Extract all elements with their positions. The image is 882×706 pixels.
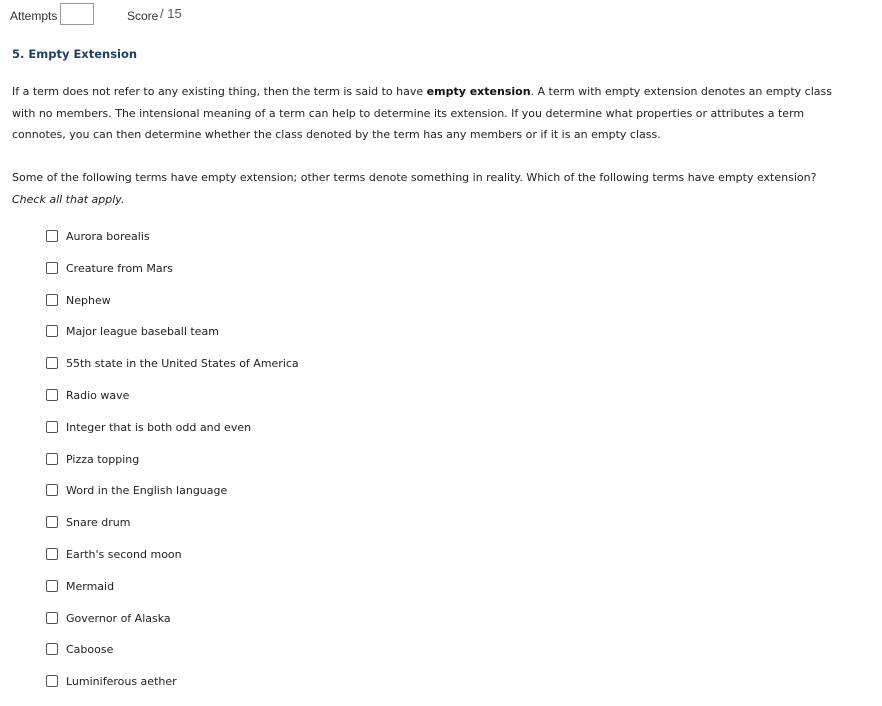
- answer-option[interactable]: [46, 579, 299, 611]
- answer-option[interactable]: [46, 547, 299, 579]
- checkbox[interactable]: [46, 262, 58, 274]
- question-title: 5. Empty Extension: [12, 47, 138, 61]
- answer-options-list: [46, 229, 299, 706]
- intro-text-part1: If a term does not refer to any existing thing, then the term is said to have: [12, 85, 427, 98]
- header-bar: [0, 0, 882, 30]
- prompt-instruction: Check all that apply.: [12, 192, 125, 206]
- option-label[interactable]: Pizza topping: [66, 452, 140, 466]
- answer-option[interactable]: [46, 642, 299, 674]
- answer-option[interactable]: [46, 356, 299, 388]
- option-label[interactable]: Earth's second moon: [66, 547, 182, 561]
- checkbox[interactable]: [46, 453, 58, 465]
- prompt-text: Some of the following terms have empty extension; other terms denote something in reality. Which of the following terms have empty extension?: [12, 171, 817, 184]
- answer-option[interactable]: [46, 515, 299, 547]
- answer-option[interactable]: [46, 261, 299, 293]
- checkbox[interactable]: [46, 484, 58, 496]
- answer-option[interactable]: [46, 611, 299, 643]
- checkbox[interactable]: [46, 230, 58, 242]
- question-prompt: [12, 167, 842, 210]
- option-label[interactable]: Integer that is both odd and even: [66, 420, 252, 434]
- checkbox[interactable]: [46, 643, 58, 655]
- option-label[interactable]: Luminiferous aether: [66, 675, 177, 689]
- intro-bold-term: empty extension: [426, 85, 531, 98]
- option-label[interactable]: Creature from Mars: [66, 261, 173, 275]
- checkbox[interactable]: [46, 421, 58, 433]
- checkbox[interactable]: [46, 516, 58, 528]
- option-label[interactable]: Aurora borealis: [66, 230, 150, 243]
- answer-option[interactable]: [46, 674, 299, 706]
- score-total: / 15: [160, 6, 182, 21]
- checkbox[interactable]: [46, 580, 58, 592]
- question-intro: [12, 81, 842, 146]
- checkbox[interactable]: [46, 675, 58, 687]
- checkbox[interactable]: [46, 612, 58, 624]
- option-label[interactable]: Snare drum: [66, 516, 131, 530]
- intro-text-part2: . A term with empty extension denotes an empty class with no members. The intensional meaning of a term can help to determine its extension. If you determine what properties or attributes a term connotes, you can then determine whether the class denoted by the term has any members or if it is an empty class.: [12, 85, 832, 141]
- answer-option[interactable]: [46, 452, 299, 484]
- answer-option[interactable]: [46, 293, 299, 325]
- checkbox[interactable]: [46, 294, 58, 306]
- answer-option[interactable]: [46, 324, 299, 356]
- option-label[interactable]: Word in the English language: [66, 484, 228, 498]
- option-label[interactable]: Mermaid: [66, 579, 115, 593]
- checkbox[interactable]: [46, 389, 58, 401]
- checkbox[interactable]: [46, 357, 58, 369]
- attempts-label: Attempts: [10, 9, 58, 23]
- checkbox[interactable]: [46, 548, 58, 560]
- option-label[interactable]: Caboose: [66, 643, 114, 657]
- answer-option[interactable]: [46, 483, 299, 515]
- option-label[interactable]: Nephew: [66, 293, 111, 307]
- score-label: Score: [127, 9, 159, 23]
- option-label[interactable]: Radio wave: [66, 388, 130, 402]
- answer-option[interactable]: [46, 388, 299, 420]
- answer-option[interactable]: [46, 420, 299, 452]
- option-label[interactable]: Governor of Alaska: [66, 611, 171, 625]
- checkbox[interactable]: [46, 325, 58, 337]
- attempts-field[interactable]: [60, 3, 94, 25]
- option-label[interactable]: 55th state in the United States of America: [66, 357, 299, 371]
- answer-option[interactable]: [46, 229, 299, 261]
- option-label[interactable]: Major league baseball team: [66, 325, 219, 339]
